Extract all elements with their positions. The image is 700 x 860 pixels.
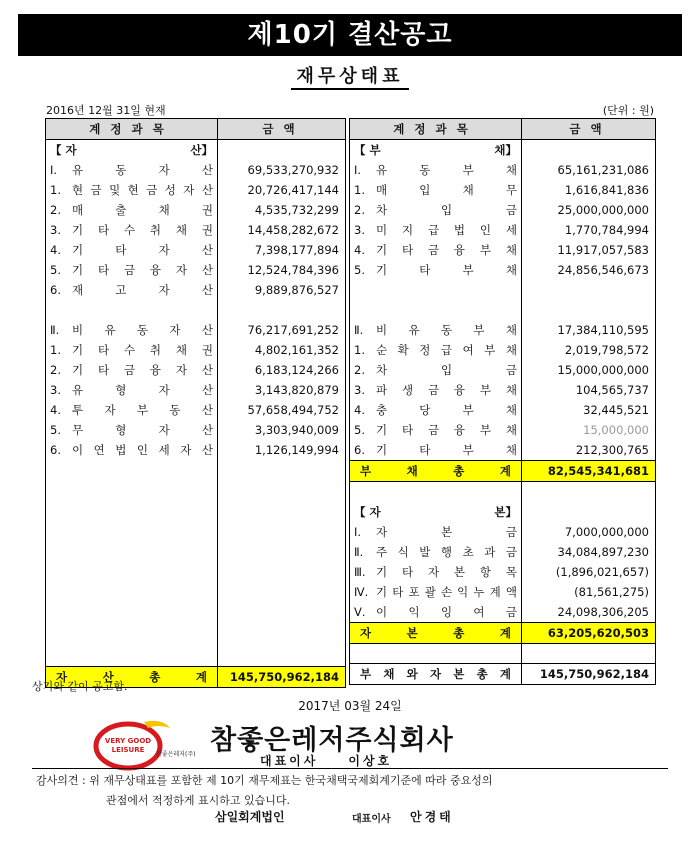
- assets-row: [46, 180, 346, 200]
- assets-row: [46, 160, 346, 180]
- liabilities-item-name: 파 생 금 융 부 채: [376, 383, 517, 397]
- equity-item-amount: 34,084,897,230: [557, 544, 649, 559]
- liabilities-item-name: 기 타 부 채: [376, 443, 517, 457]
- statement-date: 2016년 12월 31일 현재: [46, 104, 166, 117]
- assets-total-amount: 145,750,962,184: [218, 666, 346, 687]
- assets-item-name: 무 형 자 산: [72, 423, 213, 437]
- liabilities-row: [350, 200, 656, 220]
- liabilities-item-name: 비 유 동 부 채: [376, 323, 517, 337]
- liabilities-row: [350, 240, 656, 260]
- assets-item-number: 6.: [50, 283, 61, 297]
- liabilities-item-number: Ⅱ.: [354, 323, 364, 337]
- equity-row: [350, 542, 656, 562]
- assets-row: [46, 240, 346, 260]
- auditor-rep-title: 대표이사: [352, 814, 391, 825]
- assets-section-row: [46, 140, 346, 161]
- assets-item-name: 투 자 부 동 산: [72, 403, 213, 417]
- auditor-rep-name: 안경태: [410, 810, 454, 824]
- statement-title: [0, 62, 700, 88]
- logo-text-2: LEISURE: [111, 746, 145, 754]
- liabilities-item-number: 2.: [354, 363, 365, 377]
- assets-item-number: 2.: [50, 203, 61, 217]
- assets-item-name: 비 유 동 자 산: [72, 323, 213, 337]
- liabilities-item-number: 3.: [354, 383, 365, 397]
- liabilities-row: [350, 220, 656, 240]
- assets-item-number: 1.: [50, 183, 61, 197]
- assets-item-amount: 69,533,270,932: [247, 163, 339, 177]
- assets-row: [46, 380, 346, 400]
- equity-item-number: Ⅰ.: [354, 524, 362, 539]
- header-amount: 금액: [218, 119, 346, 140]
- equity-total-row: [350, 622, 656, 643]
- assets-item-number: Ⅱ.: [50, 323, 60, 337]
- equity-row: [350, 522, 656, 542]
- assets-item-number: 3.: [50, 223, 61, 237]
- liabilities-item-amount: 1,770,784,994: [564, 223, 649, 237]
- liabilities-item-name: 기 타 금 융 부 채: [376, 243, 517, 257]
- liabilities-item-number: Ⅰ.: [354, 163, 362, 177]
- assets-row: [46, 280, 346, 300]
- liabilities-item-amount: [522, 280, 656, 300]
- liabilities-row: [350, 360, 656, 380]
- equity-item-amount: (81,561,275): [574, 584, 649, 599]
- liabilities-row: [350, 420, 656, 440]
- assets-item-amount: 14,458,282,672: [247, 223, 339, 237]
- liabilities-item-number: 5.: [354, 263, 365, 277]
- liabilities-row: [350, 260, 656, 280]
- assets-item-name: 유 형 자 산: [72, 383, 213, 397]
- equity-row: [350, 582, 656, 602]
- equity-item-name: 이 익 잉 여 금: [376, 604, 517, 619]
- liabilities-row: [350, 320, 656, 340]
- equity-item-name: 자 본 금: [376, 524, 517, 539]
- assets-row: [46, 260, 346, 280]
- liabilities-row: [350, 440, 656, 461]
- liabilities-row: [350, 160, 656, 180]
- liabilities-item-name: 미 지 급 법 인 세: [376, 223, 517, 237]
- liabilities-item-amount: 212,300,765: [575, 443, 649, 457]
- liabilities-item-number: 4.: [354, 243, 365, 257]
- equity-section-label: 【 자 본】: [354, 504, 517, 519]
- assets-header-row: [46, 119, 346, 140]
- equity-item-number: Ⅲ.: [354, 564, 366, 579]
- liabilities-item-amount: 11,917,057,583: [557, 243, 649, 257]
- equity-rows: [350, 522, 656, 623]
- header-account: 계정과목: [46, 119, 218, 140]
- liabilities-equity-table: [349, 118, 656, 685]
- liabilities-item-amount: 1,616,841,836: [564, 183, 649, 197]
- auditor-firm: 삼일회계법인: [215, 810, 285, 824]
- equity-total-amount: 63,205,620,503: [522, 622, 656, 643]
- liabilities-item-amount: 17,384,110,595: [557, 323, 649, 337]
- liabilities-item-number: 1.: [354, 343, 365, 357]
- liabilities-row: [350, 280, 656, 300]
- liabilities-item-name: 충 당 부 채: [376, 403, 517, 417]
- assets-item-amount: 76,217,691,252: [247, 323, 339, 337]
- equity-row: [350, 562, 656, 582]
- assets-item-amount: 3,143,820,879: [254, 383, 339, 397]
- assets-item-amount: 12,524,784,396: [247, 263, 339, 277]
- assets-item-amount: 6,183,124,266: [254, 363, 339, 377]
- assets-table: [45, 118, 346, 688]
- assets-item-name: 유 동 자 산: [72, 163, 213, 177]
- assets-item-number: 5.: [50, 263, 61, 277]
- equity-item-amount: (1,896,021,657): [555, 564, 649, 579]
- liabilities-row: [350, 180, 656, 200]
- liabilities-item-amount: 15,000,000,000: [557, 363, 649, 377]
- grand-total-amount: 145,750,962,184: [522, 663, 656, 684]
- equity-item-number: Ⅱ.: [354, 544, 364, 559]
- assets-item-amount: 1,126,149,994: [254, 443, 339, 457]
- liabilities-section-row: [350, 140, 656, 161]
- logo-small-text: 참좋은레저(주): [156, 751, 196, 758]
- liabilities-item-name: 차 입 금: [376, 203, 517, 217]
- assets-row: [46, 340, 346, 360]
- liabilities-item-amount: 32,445,521: [583, 403, 649, 417]
- liabilities-section-label: 【 부 채】: [354, 143, 517, 157]
- assets-item-amount: 9,889,876,527: [254, 283, 339, 297]
- assets-item-amount: 4,535,732,299: [254, 203, 339, 217]
- divider: [32, 768, 668, 769]
- grand-total-row: [350, 663, 656, 684]
- assets-row: [46, 320, 346, 340]
- assets-item-name: 현 금 및 현 금 성 자 산: [72, 183, 213, 197]
- liabilities-item-name: 순 확 정 급 여 부 채: [376, 343, 517, 357]
- rep-name: 이상호: [348, 754, 393, 768]
- liabilities-item-number: 2.: [354, 203, 365, 217]
- liabilities-item-number: 3.: [354, 223, 365, 237]
- unit-label: (단위 : 원): [602, 104, 654, 117]
- assets-item-number: 6.: [50, 443, 61, 457]
- assets-item-amount: 4,802,161,352: [254, 343, 339, 357]
- equity-section-row: [350, 502, 656, 522]
- assets-row: [46, 420, 346, 440]
- liabilities-item-amount: 2,019,798,572: [564, 343, 649, 357]
- audit-opinion-line2: 관점에서 적정하게 표시하고 있습니다.: [106, 794, 291, 807]
- assets-item-amount: 7,398,177,894: [254, 243, 339, 257]
- liabilities-row: [350, 300, 656, 320]
- assets-row: [46, 440, 346, 460]
- assets-item-amount: 20,726,417,144: [247, 183, 339, 197]
- company-logo: [92, 714, 202, 774]
- liabilities-total-label: 부 채 총 계: [360, 464, 511, 478]
- liabilities-item-amount: 25,000,000,000: [557, 203, 649, 217]
- assets-item-name: 기 타 수 취 채 권: [72, 223, 213, 237]
- equity-row: [350, 602, 656, 623]
- assets-item-amount: [218, 300, 346, 320]
- assets-item-name: 기 타 금 융 자 산: [72, 363, 213, 377]
- logo-text-1: VERY GOOD: [104, 737, 152, 745]
- assets-item-name: 기 타 자 산: [72, 243, 213, 257]
- statement-title-text: 재무상태표: [291, 66, 410, 90]
- assets-item-name: 이 연 법 인 세 자 산: [72, 443, 213, 457]
- assets-item-number: 1.: [50, 343, 61, 357]
- liabilities-row: [350, 340, 656, 360]
- liabilities-row: [350, 380, 656, 400]
- assets-row: [46, 300, 346, 320]
- assets-section-label: 【 자 산】: [50, 143, 213, 157]
- equity-item-name: 기 타 포 괄 손 익 누 계 액: [376, 584, 517, 599]
- assets-item-name: 매 출 채 권: [72, 203, 213, 217]
- assets-item-number: Ⅰ.: [50, 163, 58, 177]
- liabilities-item-name: 기 타 부 채: [376, 263, 517, 277]
- liabilities-row: [350, 400, 656, 420]
- grand-total-label: 부 채 와 자 본 총 계: [360, 666, 511, 681]
- audit-opinion-line1: 감사의견 : 위 재무상태표를 포함한 제 10기 재무제표는 한국채택국제회계기준에 따라 중요성의: [36, 774, 493, 787]
- liabilities-total-row: [350, 461, 656, 482]
- liabilities-header-row: [350, 119, 656, 140]
- equity-item-number: Ⅳ.: [354, 584, 369, 599]
- rep-title: 대표이사: [260, 754, 319, 768]
- assets-item-number: 3.: [50, 383, 61, 397]
- assets-row: [46, 400, 346, 420]
- logo-swoosh-icon: [144, 721, 170, 728]
- assets-item-number: 4.: [50, 243, 61, 257]
- liabilities-item-amount: 24,856,546,673: [557, 263, 649, 277]
- header-amount-right: 금액: [522, 119, 656, 140]
- assets-row: [46, 200, 346, 220]
- equity-item-number: Ⅴ.: [354, 604, 366, 619]
- publication-date: 2017년 03월 24일: [298, 699, 402, 713]
- equity-item-amount: 7,000,000,000: [564, 524, 649, 539]
- liabilities-item-number: 1.: [354, 183, 365, 197]
- liabilities-item-number: 6.: [354, 443, 365, 457]
- assets-row: [46, 360, 346, 380]
- assets-item-number: 4.: [50, 403, 61, 417]
- liabilities-item-name: 기 타 금 융 부 채: [376, 423, 517, 437]
- assets-total-label: 자 산 총 계: [56, 669, 207, 684]
- liabilities-item-number: 5.: [354, 423, 365, 437]
- assets-item-name: 기 타 수 취 채 권: [72, 343, 213, 357]
- liabilities-item-amount: 65,161,231,086: [557, 163, 649, 177]
- liabilities-item-amount: 15,000,000: [583, 423, 649, 437]
- equity-item-name: 주 식 발 행 초 과 금: [376, 544, 517, 559]
- liabilities-item-amount: [522, 300, 656, 320]
- assets-row: [46, 220, 346, 240]
- assets-item-name: 기 타 금 융 자 산: [72, 263, 213, 277]
- assets-item-name: 재 고 자 산: [72, 283, 213, 297]
- liabilities-item-number: 4.: [354, 403, 365, 417]
- company-name: 참좋은레저주식회사: [210, 725, 454, 756]
- liabilities-rows: [350, 160, 656, 461]
- equity-item-name: 기 타 자 본 항 목: [376, 564, 517, 579]
- liabilities-item-amount: 104,565,737: [575, 383, 649, 397]
- assets-rows: [46, 160, 346, 460]
- liabilities-item-name: 유 동 부 채: [376, 163, 517, 177]
- notice-text: 상기와 같이 공고함.: [32, 680, 128, 693]
- liabilities-item-name: 차 입 금: [376, 363, 517, 377]
- assets-item-number: 5.: [50, 423, 61, 437]
- liabilities-total-amount: 82,545,341,681: [522, 461, 656, 482]
- assets-item-amount: 3,303,940,009: [254, 423, 339, 437]
- header-account-right: 계정과목: [350, 119, 522, 140]
- notice-title: 제10기 결산공고: [18, 14, 682, 56]
- assets-item-amount: 57,658,494,752: [247, 403, 339, 417]
- equity-item-amount: 24,098,306,205: [557, 604, 649, 619]
- liabilities-item-name: 매 입 채 무: [376, 183, 517, 197]
- assets-item-number: 2.: [50, 363, 61, 377]
- equity-total-label: 자 본 총 계: [360, 625, 511, 640]
- representative: [260, 752, 392, 769]
